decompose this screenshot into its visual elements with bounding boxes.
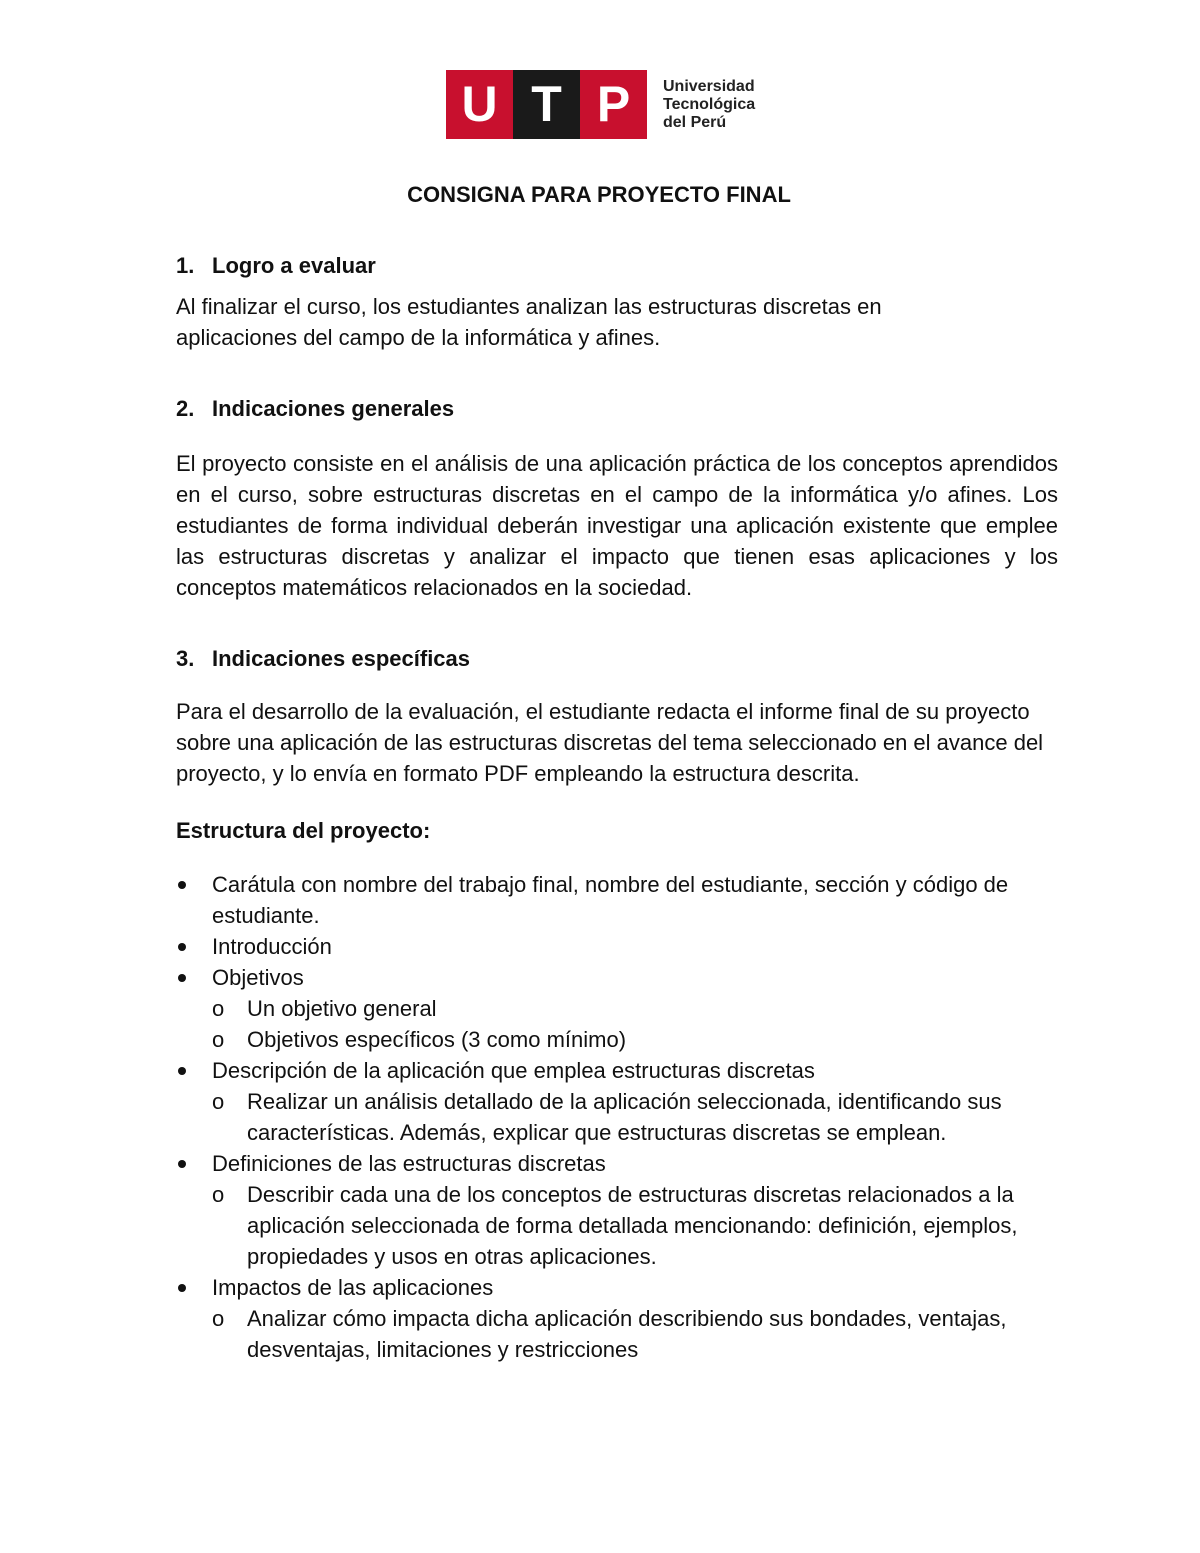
list-item [176,931,1058,962]
sub-list [212,1086,1058,1148]
document-title: CONSIGNA PARA PROYECTO FINAL [407,182,791,207]
logo-university-name [663,70,755,139]
sub-list [212,1179,1058,1272]
bullet-icon [178,1067,186,1075]
section-1-text: Al finalizar el curso, los estudiantes analizan las estructuras discretas en aplicaciones del campo de la informática y afines. [176,294,882,350]
list-item [176,1148,1058,1272]
section-2-number: 2. [176,396,195,421]
circle-bullet-icon: o [212,1027,225,1052]
sub-list-item [176,993,1058,1024]
section-3-heading [176,643,470,674]
logo-name-line-3: del Perú [663,113,727,131]
logo-name-line-1: Universidad [663,77,755,95]
circle-bullet-icon: o [212,1089,225,1114]
circle-bullet-icon: o [212,996,225,1021]
sub-list-item-text: Describir cada una de los conceptos de estructuras discretas relacionados a la aplicación seleccionada de forma detallada mencionando: definición, ejemplos, propiedades y usos en otras aplicaciones. [247,1182,1018,1269]
sub-list-item [176,1179,1058,1272]
section-1-heading [176,250,376,281]
sub-list-item [176,1024,1058,1055]
logo-letter-u: U [446,70,513,139]
section-3-title: Indicaciones específicas [212,646,471,671]
list-item-text: Objetivos [212,965,304,990]
list-item-text: Definiciones de las estructuras discretas [212,1151,606,1176]
list-item [176,962,1058,1055]
list-item-text: Impactos de las aplicaciones [212,1275,494,1300]
section-1-number: 1. [176,253,195,278]
list-item-text: Carátula con nombre del trabajo final, nombre del estudiante, sección y código de estudiante. [212,872,1009,928]
bullet-icon [178,1160,186,1168]
sub-list-item [176,1086,1058,1148]
sub-list-item [176,1303,1058,1365]
structure-heading: Estructura del proyecto: [176,818,431,843]
sub-list-item-text: Un objetivo general [247,996,437,1021]
bullet-icon [178,943,186,951]
section-2-heading [176,393,454,424]
bullet-icon [178,1284,186,1292]
section-2-text: El proyecto consiste en el análisis de una aplicación práctica de los conceptos aprendidos en el curso, sobre estructuras discretas en el campo de la informática y/o afines. Los estudiantes de forma individual deberán investigar una aplicación existente que emplee las estructuras discretas y analizar el impacto que tienen esas aplicaciones y los conceptos matemáticos relacionados en la sociedad. [176,451,1058,600]
section-3-text: Para el desarrollo de la evaluación, el estudiante redacta el informe final de su proyecto sobre una aplicación de las estructuras discretas del tema seleccionado en el avance del proyecto, y lo envía en formato PDF empleando la estructura descrita. [176,699,1044,786]
list-item [176,869,1058,931]
sub-list-item-text: Objetivos específicos (3 como mínimo) [247,1027,627,1052]
sub-list [212,993,1058,1055]
list-item [176,1272,1058,1365]
utp-logo [446,70,755,139]
logo-letter-p: P [580,70,647,139]
sub-list-item-text: Analizar cómo impacta dicha aplicación describiendo sus bondades, ventajas, desventajas, limitaciones y restricciones [247,1306,1007,1362]
logo-name-line-2: Tecnológica [663,95,756,113]
list-item-text: Introducción [212,934,332,959]
circle-bullet-icon: o [212,1182,225,1207]
logo-letter-t: T [513,70,580,139]
list-item-text: Descripción de la aplicación que emplea estructuras discretas [212,1058,815,1083]
section-1-title: Logro a evaluar [212,253,376,278]
section-2-title: Indicaciones generales [212,396,455,421]
bullet-icon [178,974,186,982]
list-item [176,1055,1058,1148]
sub-list [212,1303,1058,1365]
section-3-number: 3. [176,646,195,671]
sub-list-item-text: Realizar un análisis detallado de la aplicación seleccionada, identificando sus características. Además, explicar que estructuras discretas se emplean. [247,1089,1002,1145]
structure-list [176,869,1058,1365]
circle-bullet-icon: o [212,1306,225,1331]
bullet-icon [178,881,186,889]
